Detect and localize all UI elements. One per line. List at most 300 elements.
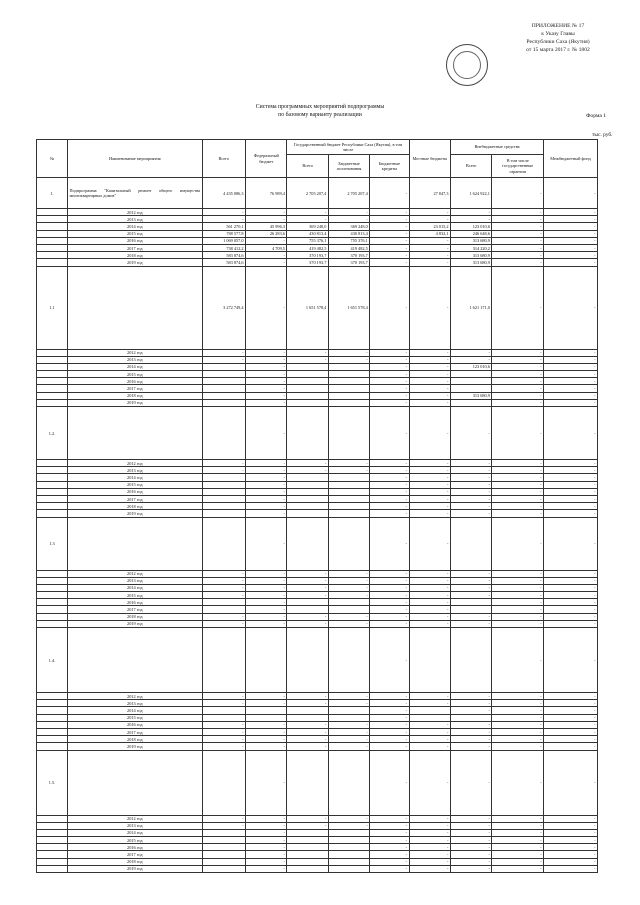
cell-ext-guar: -	[492, 363, 544, 370]
cell-total: -	[202, 209, 245, 216]
table-row	[37, 844, 598, 851]
cell-ext-guar: -	[492, 721, 544, 728]
cell-federal: -	[246, 851, 287, 858]
table-row	[37, 399, 598, 406]
cell-no	[37, 481, 68, 488]
cell-rs-credit: -	[370, 510, 409, 517]
table-row	[37, 230, 598, 237]
cell-total	[202, 517, 245, 570]
cell-rs-total: -	[287, 460, 328, 467]
cell-name: 2015 год	[68, 714, 203, 721]
col-no: №	[37, 140, 68, 178]
cell-federal: -	[246, 378, 287, 385]
cell-ext-guar: -	[492, 503, 544, 510]
cell-local: -	[409, 517, 450, 570]
cell-rs-total: -	[287, 620, 328, 627]
cell-rs-credit: -	[370, 230, 409, 237]
col-federal: Федеральный бюджет	[246, 140, 287, 178]
cell-fund: -	[544, 495, 598, 502]
cell-fund: -	[544, 474, 598, 481]
cell-ext-total	[450, 378, 491, 385]
cell-no	[37, 620, 68, 627]
cell-ext-total: -	[450, 209, 491, 216]
cell-no: 1.4.	[37, 628, 68, 693]
cell-total: -	[202, 570, 245, 577]
cell-ext-total	[450, 371, 491, 378]
cell-rs-alloc: -	[328, 736, 369, 743]
cell-ext-guar: -	[492, 714, 544, 721]
cell-rs-alloc: 369 248,0	[328, 223, 369, 230]
cell-ext-total: 313 680,9	[450, 237, 491, 244]
cell-federal: -	[246, 829, 287, 836]
table-row	[37, 266, 598, 349]
cell-federal: -	[246, 510, 287, 517]
cell-total	[202, 628, 245, 693]
cell-local: -	[409, 356, 450, 363]
cell-fund: -	[544, 209, 598, 216]
cell-ext-total: -	[450, 460, 491, 467]
cell-ext-total	[450, 606, 491, 613]
table-row	[37, 628, 598, 693]
cell-ext-guar: -	[492, 252, 544, 259]
cell-ext-guar: -	[492, 736, 544, 743]
cell-total	[202, 606, 245, 613]
cell-total: -	[202, 467, 245, 474]
cell-rs-alloc: -	[328, 356, 369, 363]
cell-rs-credit: -	[370, 728, 409, 735]
cell-name	[68, 266, 203, 349]
cell-no: 1.2.	[37, 407, 68, 460]
cell-no	[37, 474, 68, 481]
cell-rs-alloc	[328, 481, 369, 488]
cell-total	[202, 510, 245, 517]
table-row	[37, 750, 598, 815]
cell-rs-alloc: -	[328, 620, 369, 627]
col-fund: Межбюджетный фонд	[544, 140, 598, 178]
cell-total	[202, 378, 245, 385]
table-row	[37, 584, 598, 591]
cell-ext-total: -	[450, 728, 491, 735]
cell-no	[37, 349, 68, 356]
cell-fund: -	[544, 237, 598, 244]
cell-rs-total: -	[287, 209, 328, 216]
cell-rs-credit: -	[370, 599, 409, 606]
cell-rs-total	[287, 385, 328, 392]
cell-local: -	[409, 844, 450, 851]
attachment-line-1: ПРИЛОЖЕНИЕ № 17	[531, 23, 585, 29]
cell-no	[37, 693, 68, 700]
cell-no	[37, 237, 68, 244]
cell-federal: -	[246, 266, 287, 349]
cell-rs-alloc	[328, 385, 369, 392]
cell-ext-guar: -	[492, 488, 544, 495]
cell-fund: -	[544, 460, 598, 467]
cell-no	[37, 721, 68, 728]
cell-rs-alloc	[328, 510, 369, 517]
cell-fund: -	[544, 244, 598, 251]
cell-rs-alloc	[328, 707, 369, 714]
cell-total	[202, 714, 245, 721]
cell-federal: -	[246, 822, 287, 829]
cell-federal: 45 996,3	[246, 223, 287, 230]
cell-rs-alloc	[328, 363, 369, 370]
cell-name: 2015 год	[68, 371, 203, 378]
cell-federal: -	[246, 693, 287, 700]
cell-ext-guar: -	[492, 356, 544, 363]
cell-name: 2016 год	[68, 844, 203, 851]
cell-ext-total: 1 621 171,0	[450, 266, 491, 349]
cell-ext-total: 246 648,6	[450, 230, 491, 237]
cell-rs-total	[287, 392, 328, 399]
cell-local: -	[409, 460, 450, 467]
cell-rs-credit: -	[370, 178, 409, 209]
cell-local: -	[409, 700, 450, 707]
cell-ext-guar: -	[492, 237, 544, 244]
table-row	[37, 392, 598, 399]
table-row	[37, 474, 598, 481]
cell-rs-alloc: -	[328, 349, 369, 356]
cell-no	[37, 829, 68, 836]
table-row	[37, 363, 598, 370]
table-header	[37, 140, 598, 178]
attachment-note	[488, 22, 628, 54]
cell-rs-credit: -	[370, 244, 409, 251]
cell-ext-total	[450, 399, 491, 406]
cell-no	[37, 851, 68, 858]
cell-ext-guar: -	[492, 178, 544, 209]
cell-ext-guar: -	[492, 815, 544, 822]
cell-federal: -	[246, 371, 287, 378]
table-body	[37, 178, 598, 873]
cell-federal: 26 283,6	[246, 230, 287, 237]
cell-rs-total	[287, 750, 328, 815]
cell-fund: -	[544, 570, 598, 577]
cell-ext-guar: -	[492, 259, 544, 266]
table-row	[37, 714, 598, 721]
cell-rs-total	[287, 363, 328, 370]
cell-ext-total: -	[450, 592, 491, 599]
cell-ext-guar: -	[492, 460, 544, 467]
cell-rs-alloc	[328, 628, 369, 693]
cell-local: -	[409, 599, 450, 606]
cell-local: -	[409, 252, 450, 259]
cell-rs-credit: -	[370, 577, 409, 584]
cell-fund: -	[544, 599, 598, 606]
cell-name: 2013 год	[68, 577, 203, 584]
cell-ext-total: -	[450, 510, 491, 517]
cell-name: 2016 год	[68, 237, 203, 244]
cell-rs-total	[287, 606, 328, 613]
cell-local: 23 015,2	[409, 223, 450, 230]
col-name: Наименование мероприятия	[68, 140, 203, 178]
cell-federal: -	[246, 613, 287, 620]
table-row	[37, 252, 598, 259]
cell-total	[202, 385, 245, 392]
cell-rs-credit: -	[370, 743, 409, 750]
col-rs-total: Всего	[287, 155, 328, 178]
table-row	[37, 851, 598, 858]
cell-rs-credit: -	[370, 259, 409, 266]
cell-rs-alloc	[328, 858, 369, 865]
cell-ext-guar: -	[492, 858, 544, 865]
cell-fund: -	[544, 721, 598, 728]
table-row	[37, 707, 598, 714]
cell-rs-alloc: -	[328, 209, 369, 216]
cell-rs-total	[287, 378, 328, 385]
cell-federal: -	[246, 599, 287, 606]
cell-ext-guar: -	[492, 371, 544, 378]
cell-fund: -	[544, 503, 598, 510]
cell-local: -	[409, 399, 450, 406]
cell-ext-guar: -	[492, 599, 544, 606]
cell-rs-total: -	[287, 743, 328, 750]
cell-name: 2012 год	[68, 815, 203, 822]
cell-rs-alloc	[328, 488, 369, 495]
cell-federal: -	[246, 750, 287, 815]
cell-rs-total	[287, 865, 328, 872]
cell-local: -	[409, 721, 450, 728]
cell-ext-total: -	[450, 829, 491, 836]
cell-name: 2016 год	[68, 378, 203, 385]
cell-rs-credit: -	[370, 517, 409, 570]
cell-federal: -	[246, 209, 287, 216]
cell-ext-guar: -	[492, 266, 544, 349]
cell-fund: -	[544, 743, 598, 750]
table-row	[37, 606, 598, 613]
cell-rs-alloc	[328, 750, 369, 815]
cell-ext-guar: -	[492, 693, 544, 700]
cell-rs-alloc	[328, 844, 369, 851]
col-ext-group: Внебюджетные средства	[450, 140, 543, 155]
table-row	[37, 178, 598, 209]
cell-total: 4 435 086,3	[202, 178, 245, 209]
cell-federal: -	[246, 385, 287, 392]
cell-name: 2014 год	[68, 474, 203, 481]
cell-ext-guar: -	[492, 707, 544, 714]
cell-no	[37, 736, 68, 743]
cell-rs-alloc: 419 482,5	[328, 244, 369, 251]
cell-no	[37, 584, 68, 591]
cell-rs-total	[287, 371, 328, 378]
cell-total: 583 874,6	[202, 252, 245, 259]
cell-rs-total: -	[287, 700, 328, 707]
cell-total	[202, 851, 245, 858]
cell-rs-total: -	[287, 693, 328, 700]
cell-fund: -	[544, 728, 598, 735]
cell-name: 2018 год	[68, 613, 203, 620]
cell-ext-guar: -	[492, 743, 544, 750]
cell-ext-guar: -	[492, 392, 544, 399]
cell-no	[37, 495, 68, 502]
cell-rs-credit: -	[370, 385, 409, 392]
cell-rs-credit: -	[370, 707, 409, 714]
cell-total	[202, 399, 245, 406]
cell-rs-alloc: -	[328, 216, 369, 223]
cell-local: -	[409, 577, 450, 584]
cell-total	[202, 844, 245, 851]
table-row	[37, 503, 598, 510]
cell-rs-alloc	[328, 714, 369, 721]
cell-no	[37, 392, 68, 399]
cell-rs-credit: -	[370, 209, 409, 216]
cell-local: -	[409, 503, 450, 510]
table-row	[37, 216, 598, 223]
cell-fund: -	[544, 266, 598, 349]
cell-local	[409, 628, 450, 693]
cell-local: -	[409, 815, 450, 822]
cell-fund: -	[544, 628, 598, 693]
cell-federal: -	[246, 503, 287, 510]
cell-rs-alloc	[328, 599, 369, 606]
table-row	[37, 209, 598, 216]
cell-ext-total: -	[450, 620, 491, 627]
cell-ext-total: -	[450, 488, 491, 495]
cell-rs-total: -	[287, 584, 328, 591]
cell-fund: -	[544, 815, 598, 822]
cell-rs-total	[287, 707, 328, 714]
cell-ext-guar: -	[492, 628, 544, 693]
cell-fund: -	[544, 252, 598, 259]
cell-rs-credit: -	[370, 503, 409, 510]
cell-rs-alloc: -	[328, 613, 369, 620]
table-row	[37, 858, 598, 865]
cell-federal: -	[246, 392, 287, 399]
cell-rs-total	[287, 488, 328, 495]
cell-fund: -	[544, 385, 598, 392]
cell-rs-credit: -	[370, 606, 409, 613]
cell-name: 2013 год	[68, 467, 203, 474]
cell-ext-total: -	[450, 743, 491, 750]
cell-rs-alloc	[328, 606, 369, 613]
cell-fund: -	[544, 216, 598, 223]
cell-local: -	[409, 481, 450, 488]
cell-name: 2012 год	[68, 460, 203, 467]
table-row	[37, 259, 598, 266]
cell-local: -	[409, 822, 450, 829]
cell-local: -	[409, 570, 450, 577]
cell-name: 2018 год	[68, 736, 203, 743]
cell-federal: -	[246, 837, 287, 844]
cell-no	[37, 865, 68, 872]
cell-rs-alloc: -	[328, 721, 369, 728]
cell-rs-alloc: 2 705 207,4	[328, 178, 369, 209]
cell-rs-credit: -	[370, 216, 409, 223]
cell-rs-credit: -	[370, 223, 409, 230]
cell-rs-credit: -	[370, 378, 409, 385]
cell-federal: -	[246, 858, 287, 865]
cell-rs-credit: -	[370, 620, 409, 627]
cell-fund: -	[544, 736, 598, 743]
cell-name: 2016 год	[68, 599, 203, 606]
cell-rs-alloc: -	[328, 693, 369, 700]
cell-fund: -	[544, 356, 598, 363]
official-seal-icon	[446, 44, 488, 86]
table-row	[37, 495, 598, 502]
cell-rs-credit: -	[370, 252, 409, 259]
cell-rs-total	[287, 851, 328, 858]
cell-total: -	[202, 356, 245, 363]
cell-local	[409, 707, 450, 714]
cell-total: -	[202, 349, 245, 356]
cell-rs-credit: -	[370, 495, 409, 502]
cell-local: -	[409, 244, 450, 251]
cell-fund: -	[544, 693, 598, 700]
col-rs-group: Государственный бюджет Республики Саха (Якутия), в том числе	[287, 140, 409, 155]
cell-no	[37, 223, 68, 230]
cell-ext-total	[450, 385, 491, 392]
cell-federal	[246, 714, 287, 721]
cell-ext-total: -	[450, 815, 491, 822]
cell-fund: -	[544, 399, 598, 406]
cell-rs-total	[287, 510, 328, 517]
cell-total	[202, 599, 245, 606]
cell-federal: -	[246, 815, 287, 822]
cell-total	[202, 707, 245, 714]
cell-local: -	[409, 378, 450, 385]
cell-no	[37, 209, 68, 216]
cell-ext-total: -	[450, 707, 491, 714]
cell-ext-total: -	[450, 858, 491, 865]
cell-total	[202, 858, 245, 865]
table-row	[37, 837, 598, 844]
cell-no	[37, 592, 68, 599]
cell-ext-total: -	[450, 851, 491, 858]
table-row	[37, 599, 598, 606]
cell-rs-total	[287, 495, 328, 502]
cell-fund: -	[544, 230, 598, 237]
form-label: Форма 1	[586, 113, 607, 119]
cell-rs-credit: -	[370, 851, 409, 858]
cell-rs-total	[287, 844, 328, 851]
cell-name: 2016 год	[68, 721, 203, 728]
cell-fund: -	[544, 510, 598, 517]
cell-rs-credit: -	[370, 822, 409, 829]
table-row	[37, 620, 598, 627]
cell-total: 583 874,6	[202, 259, 245, 266]
cell-federal: -	[246, 356, 287, 363]
cell-name: 2018 год	[68, 503, 203, 510]
cell-ext-guar: -	[492, 209, 544, 216]
cell-local: -	[409, 743, 450, 750]
cell-fund: -	[544, 407, 598, 460]
cell-rs-alloc: -	[328, 700, 369, 707]
table-row	[37, 822, 598, 829]
cell-name: 2014 год	[68, 829, 203, 836]
cell-ext-guar: -	[492, 510, 544, 517]
cell-federal: -	[246, 736, 287, 743]
cell-name: 2015 год	[68, 230, 203, 237]
cell-total	[202, 865, 245, 872]
cell-federal: -	[246, 216, 287, 223]
cell-rs-total: 1 651 578,4	[287, 266, 328, 349]
cell-rs-total	[287, 829, 328, 836]
cell-no: 1.	[37, 178, 68, 209]
table-row	[37, 700, 598, 707]
cell-local: -	[409, 407, 450, 460]
cell-fund: -	[544, 714, 598, 721]
cell-name: 2017 год	[68, 495, 203, 502]
cell-local: 4 832,1	[409, 230, 450, 237]
cell-federal: -	[246, 481, 287, 488]
attachment-line-3: Республики Саха (Якутия)	[526, 39, 590, 45]
cell-name: 2019 год	[68, 510, 203, 517]
cell-ext-guar: -	[492, 606, 544, 613]
cell-rs-alloc	[328, 517, 369, 570]
cell-total: -	[202, 721, 245, 728]
cell-ext-total: 313 680,9	[450, 259, 491, 266]
cell-rs-total: 2 705 207,4	[287, 178, 328, 209]
cell-rs-credit: -	[370, 399, 409, 406]
